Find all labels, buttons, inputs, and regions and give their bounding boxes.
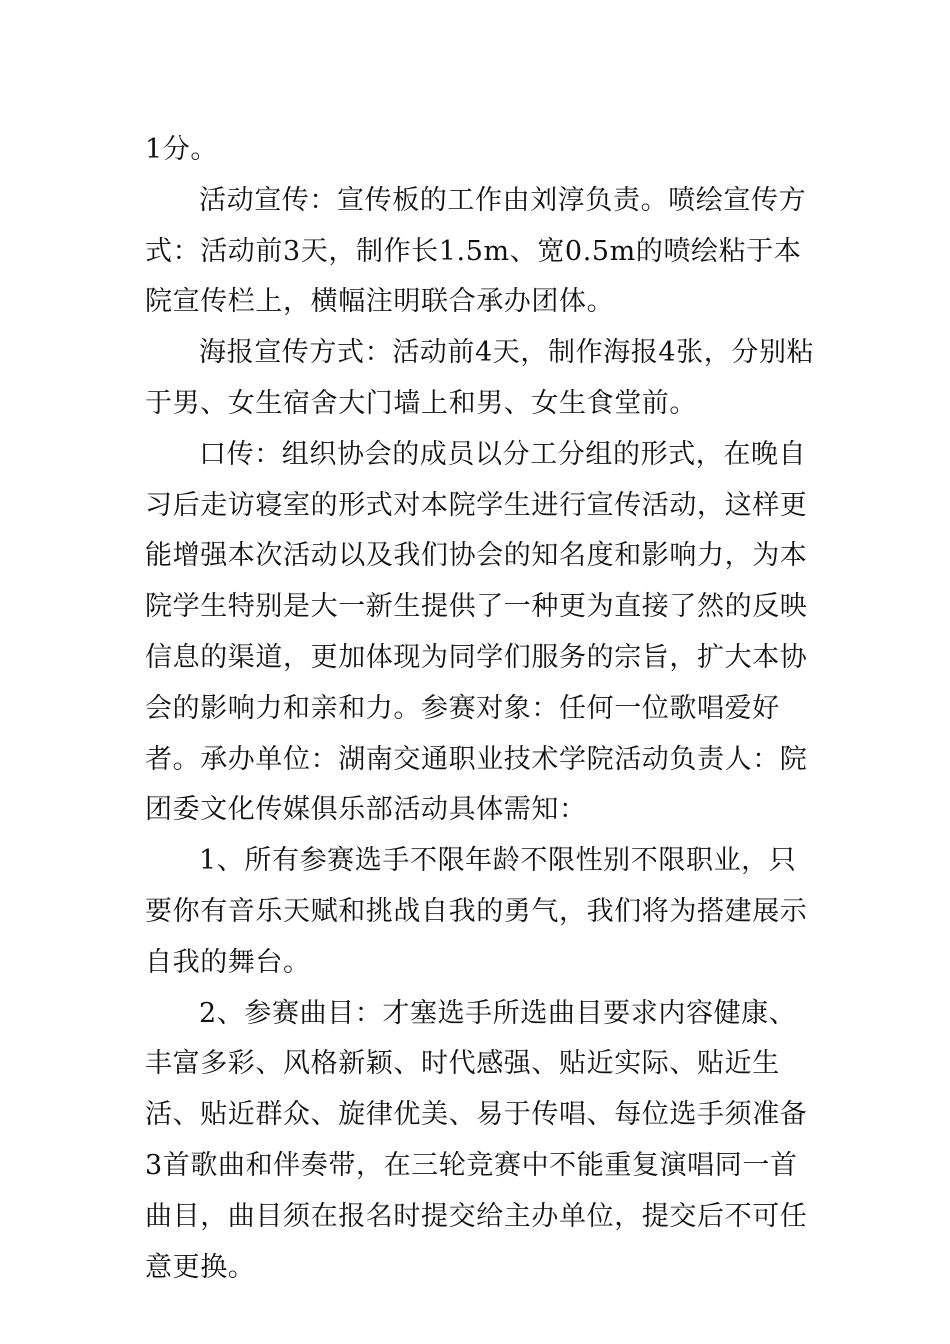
paragraph-continuation: 1分。 bbox=[145, 134, 218, 165]
paragraph-rule-1: 1、所有参赛选手不限年龄不限性别不限职业，只要你有音乐天赋和挑战自我的勇气，我们将为搭建展示自我的舞台。 bbox=[145, 845, 808, 978]
paragraph-word-of-mouth: 口传：组织协会的成员以分工分组的形式，在晚自习后走访寝室的形式对本院学生进行宣传活动，这样更能增强本次活动以及我们协会的知名度和影响力，为本院学生特别是大一新生提供了一种更为直接了然的反映信息的渠道，更加体现为同学们服务的宗旨，扩大本协会的影响力和亲和力。参赛对象：任何一位歌唱爱好者。承办单位：湖南交通职业技术学院活动负责人：院团委文化传媒俱乐部活动具体需知： bbox=[145, 438, 808, 826]
paragraph-poster-promotion: 海报宣传方式：活动前4天，制作海报4张，分别粘于男、女生宿舍大门墙上和男、女生食堂前。 bbox=[145, 337, 815, 419]
paragraph-activity-promotion: 活动宣传：宣传板的工作由刘淳负责。喷绘宣传方式：活动前3天，制作长1.5m、宽0.5m的喷绘粘于本院宣传栏上，横幅注明联合承办团体。 bbox=[145, 184, 807, 318]
document-body bbox=[145, 125, 817, 1293]
paragraph-rule-2: 2、参赛曲目：才塞选手所选曲目要求内容健康、丰富多彩、风格新颖、时代感强、贴近实际、贴近生活、贴近群众、旋律优美、易于传唱、每位选手须准备3首歌曲和伴奏带，在三轮竞赛中不能重复演唱同一首曲目，曲目须在报名时提交给主办单位，提交后不可任意更换。 bbox=[145, 997, 808, 1283]
